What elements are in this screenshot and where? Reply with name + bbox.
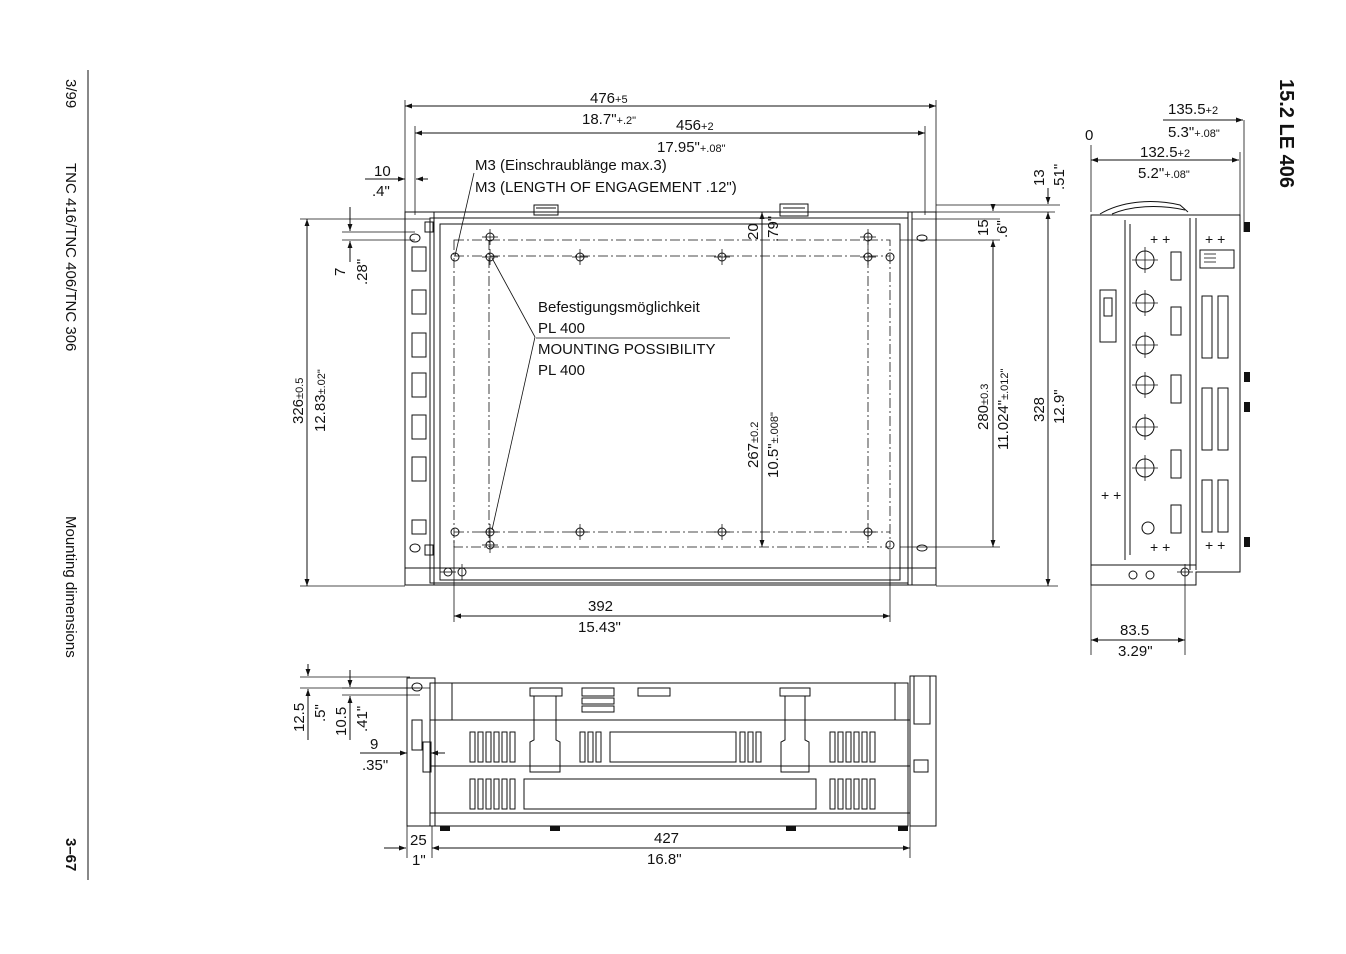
mounting-pattern [454,240,890,547]
vent-slots [470,732,875,809]
dim-3-29: 3.29" [1118,643,1153,660]
margin-date: 3/99 [62,79,79,109]
dim-9: 9 [370,736,379,753]
dim-0-4: .4" [372,183,390,200]
dim-15: 15 [975,219,992,236]
dim-12-5: 12.5 [291,702,308,732]
leader-mount-1 [492,258,535,337]
section-heading: 15.2 LE 406 [1275,79,1297,188]
dim-13: 13 [1031,169,1048,186]
dim-280: 280±0.3 [975,383,992,430]
dim-10-5: 10.5"±.008" [765,412,782,478]
dim-5-2: 5.2"+.08" [1138,165,1190,182]
note-mount-de-model: PL 400 [538,320,585,337]
note-m3-de: M3 (Einschraublänge max.3) [475,157,667,174]
side-connectors [1101,231,1234,580]
dim-267: 267±0.2 [745,421,762,468]
dim-1: 1" [412,852,426,869]
dim-0-5: .5" [312,704,329,722]
margin-section: Mounting dimensions [62,516,79,658]
dim-83-5: 83.5 [1120,622,1150,639]
dim-392: 392 [588,598,614,615]
top-view [291,664,936,869]
dim-10: 10 [374,163,391,180]
dim-427: 427 [654,830,680,847]
dim-15-43: 15.43" [578,619,621,636]
svg-text:+ +: + + [1150,539,1171,555]
side-view [1085,101,1250,660]
margin-page-number: 3–67 [62,838,79,872]
leader-m3 [455,173,474,256]
dim-20: 20 [745,223,762,240]
dim-10-5-top: 10.5 [333,706,350,736]
dim-476: 476+5 [590,90,628,107]
dim-12-9: 12.9" [1051,389,1068,424]
dim-0: 0 [1085,127,1094,144]
note-mount-en-model: PL 400 [538,362,585,379]
dim-328: 328 [1031,396,1048,422]
svg-text:+ +: + + [1205,231,1226,247]
dim-17-95: 17.95"+.08" [657,139,726,156]
dim-12-83: 12.83±.02" [312,369,329,432]
dim-16-8: 16.8" [647,851,682,868]
dim-132-5: 132.5+2 [1140,144,1191,161]
dim-25: 25 [410,832,427,849]
dim-326: 326±0.5 [290,377,307,424]
dim-0-6: .6" [994,220,1011,238]
dim-0-35: .35" [362,757,389,774]
dim-0-79: .79" [765,215,782,242]
front-view [290,90,1068,636]
dim-18-7: 18.7"+.2" [582,111,637,128]
svg-text:+ +: + + [1101,487,1122,503]
dim-135-5: 135.5+2 [1168,101,1219,118]
svg-text:+ +: + + [1150,231,1171,247]
margin-product: TNC 416/TNC 406/TNC 306 [62,163,79,352]
dim-11-024: 11.024"±.012" [995,368,1012,450]
dim-5-3: 5.3"+.08" [1168,124,1220,141]
mounting-holes [440,229,894,580]
dim-0-41: .41" [354,705,371,732]
note-mount-en: MOUNTING POSSIBILITY [538,341,716,358]
note-m3-en: M3 (LENGTH OF ENGAGEMENT .12") [475,179,737,196]
svg-text:+ +: + + [1205,537,1226,553]
dim-456: 456+2 [676,117,714,134]
dim-0-51: .51" [1051,163,1068,190]
note-mount-de: Befestigungsmöglichkeit [538,299,700,316]
dim-0-28: .28" [354,258,371,285]
leader-mount-2 [492,337,535,530]
dim-7: 7 [332,267,349,276]
